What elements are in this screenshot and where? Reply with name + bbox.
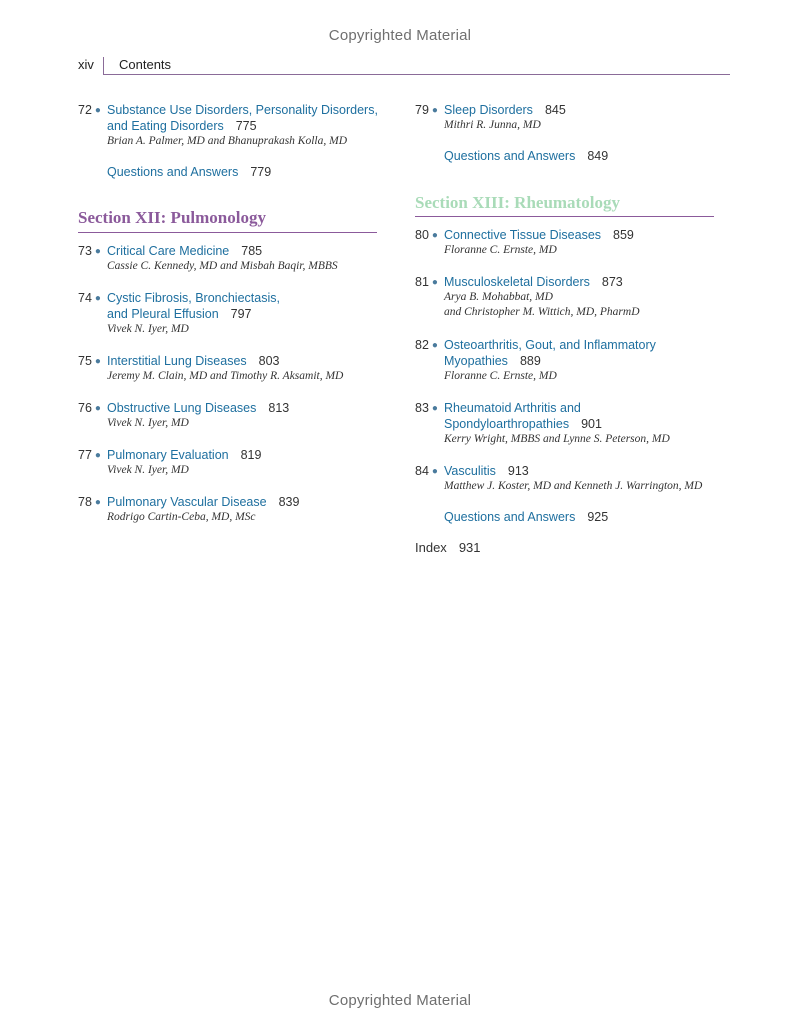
copyright-watermark-top: Copyrighted Material	[328, 27, 472, 44]
bullet-icon: ●	[94, 105, 101, 116]
section-rule	[78, 232, 377, 233]
qa-title[interactable]: Questions and Answers	[107, 165, 239, 179]
chapter-number: 84	[415, 464, 429, 478]
chapter-number: 82	[415, 338, 429, 352]
chapter-authors: Vivek N. Iyer, MD	[107, 417, 189, 429]
index-page: 931	[458, 540, 481, 555]
chapter-authors: Floranne C. Ernste, MD	[444, 370, 557, 382]
chapter-page: 839	[278, 495, 300, 509]
chapter-authors: Vivek N. Iyer, MD	[107, 464, 189, 476]
chapter-page: 775	[235, 119, 257, 133]
chapter-title[interactable]: Vasculitis	[444, 464, 496, 478]
chapter-page: 901	[581, 417, 602, 431]
section-rule	[415, 216, 714, 217]
chapter-number: 77	[78, 448, 92, 462]
chapter-number: 79	[415, 103, 429, 117]
chapter-title[interactable]: Rheumatoid Arthritis and	[444, 401, 581, 415]
chapter-title[interactable]: Interstitial Lung Diseases	[107, 354, 247, 368]
chapter-title-cont[interactable]: and Pleural Effusion	[107, 307, 219, 321]
bullet-icon: ●	[94, 246, 101, 257]
chapter-authors: Brian A. Palmer, MD and Bhanuprakash Kolla, MD	[107, 135, 348, 147]
chapter-authors: Cassie C. Kennedy, MD and Misbah Baqir, MBBS	[107, 260, 338, 272]
chapter-authors: Jeremy M. Clain, MD and Timothy R. Aksamit, MD	[107, 370, 344, 382]
chapter-title-cont[interactable]: and Eating Disorders	[107, 119, 224, 133]
chapter-page: 813	[268, 401, 290, 415]
bullet-icon: ●	[94, 450, 101, 461]
bullet-icon: ●	[431, 105, 438, 116]
chapter-title[interactable]: Critical Care Medicine	[107, 244, 230, 258]
questions-answers-link[interactable]	[444, 149, 608, 163]
running-head	[78, 57, 172, 72]
section-heading-rheumatology: Section XIII: Rheumatology	[415, 193, 620, 212]
questions-answers-link[interactable]	[444, 510, 608, 524]
bullet-icon: ●	[431, 230, 438, 241]
qa-page: 925	[587, 510, 609, 524]
chapter-title[interactable]: Musculoskeletal Disorders	[444, 275, 590, 289]
header-rule	[103, 74, 730, 75]
chapter-title-cont[interactable]: Myopathies	[444, 354, 508, 368]
questions-answers-link[interactable]	[107, 165, 271, 179]
chapter-title[interactable]: Obstructive Lung Diseases	[107, 401, 257, 415]
chapter-page: 845	[544, 103, 566, 117]
chapter-number: 80	[415, 228, 429, 242]
qa-page: 849	[587, 149, 609, 163]
chapter-number: 83	[415, 401, 429, 415]
chapter-page: 913	[507, 464, 529, 478]
bullet-icon: ●	[94, 403, 101, 414]
chapter-title[interactable]: Cystic Fibrosis, Bronchiectasis,	[107, 291, 280, 305]
chapter-authors: Kerry Wright, MBBS and Lynne S. Peterson, MD	[444, 433, 670, 445]
chapter-authors: Matthew J. Koster, MD and Kenneth J. Warrington, MD	[444, 480, 703, 492]
bullet-icon: ●	[94, 293, 101, 304]
chapter-page: 797	[230, 307, 252, 321]
chapter-number: 74	[78, 291, 92, 305]
bullet-icon: ●	[431, 277, 438, 288]
section-heading-pulmonology: Section XII: Pulmonology	[78, 208, 266, 227]
chapter-number: 76	[78, 401, 92, 415]
chapter-authors: Arya B. Mohabbat, MD	[444, 291, 553, 303]
chapter-title[interactable]: Pulmonary Vascular Disease	[107, 495, 267, 509]
chapter-title[interactable]: Sleep Disorders	[444, 103, 533, 117]
index-entry[interactable]	[415, 540, 481, 555]
chapter-number: 75	[78, 354, 92, 368]
chapter-page: 819	[240, 448, 262, 462]
running-head-title: Contents	[119, 57, 172, 72]
chapter-title[interactable]: Osteoarthritis, Gout, and Inflammatory	[444, 338, 656, 352]
chapter-title[interactable]: Pulmonary Evaluation	[107, 448, 229, 462]
copyright-watermark-bottom: Copyrighted Material	[328, 992, 472, 1009]
bullet-icon: ●	[431, 340, 438, 351]
page-folio: xiv	[78, 57, 94, 72]
chapter-page: 889	[519, 354, 541, 368]
qa-title[interactable]: Questions and Answers	[444, 149, 576, 163]
index-label[interactable]: Index	[415, 540, 447, 555]
bullet-icon: ●	[431, 403, 438, 414]
chapter-number: 78	[78, 495, 92, 509]
chapter-page: 785	[241, 244, 263, 258]
chapter-authors: Mithri R. Junna, MD	[444, 119, 541, 131]
chapter-page: 873	[601, 275, 623, 289]
chapter-page: 803	[258, 354, 280, 368]
chapter-number: 81	[415, 275, 429, 289]
qa-page: 779	[250, 165, 272, 179]
bullet-icon: ●	[94, 497, 101, 508]
bullet-icon: ●	[431, 466, 438, 477]
chapter-authors: Rodrigo Cartin-Ceba, MD, MSc	[107, 511, 256, 523]
chapter-number: 72	[78, 103, 92, 117]
bullet-icon: ●	[94, 356, 101, 367]
chapter-title[interactable]: Substance Use Disorders, Personality Disorders,	[107, 103, 378, 117]
chapter-number: 73	[78, 244, 92, 258]
qa-title[interactable]: Questions and Answers	[444, 510, 576, 524]
chapter-authors-cont: and Christopher M. Wittich, MD, PharmD	[444, 306, 640, 318]
chapter-page: 859	[613, 228, 634, 242]
chapter-authors: Floranne C. Ernste, MD	[444, 244, 557, 256]
chapter-title-cont[interactable]: Spondyloarthropathies	[444, 417, 570, 431]
chapter-authors: Vivek N. Iyer, MD	[107, 323, 189, 335]
running-head-divider	[103, 57, 104, 74]
chapter-title[interactable]: Connective Tissue Diseases	[444, 228, 602, 242]
